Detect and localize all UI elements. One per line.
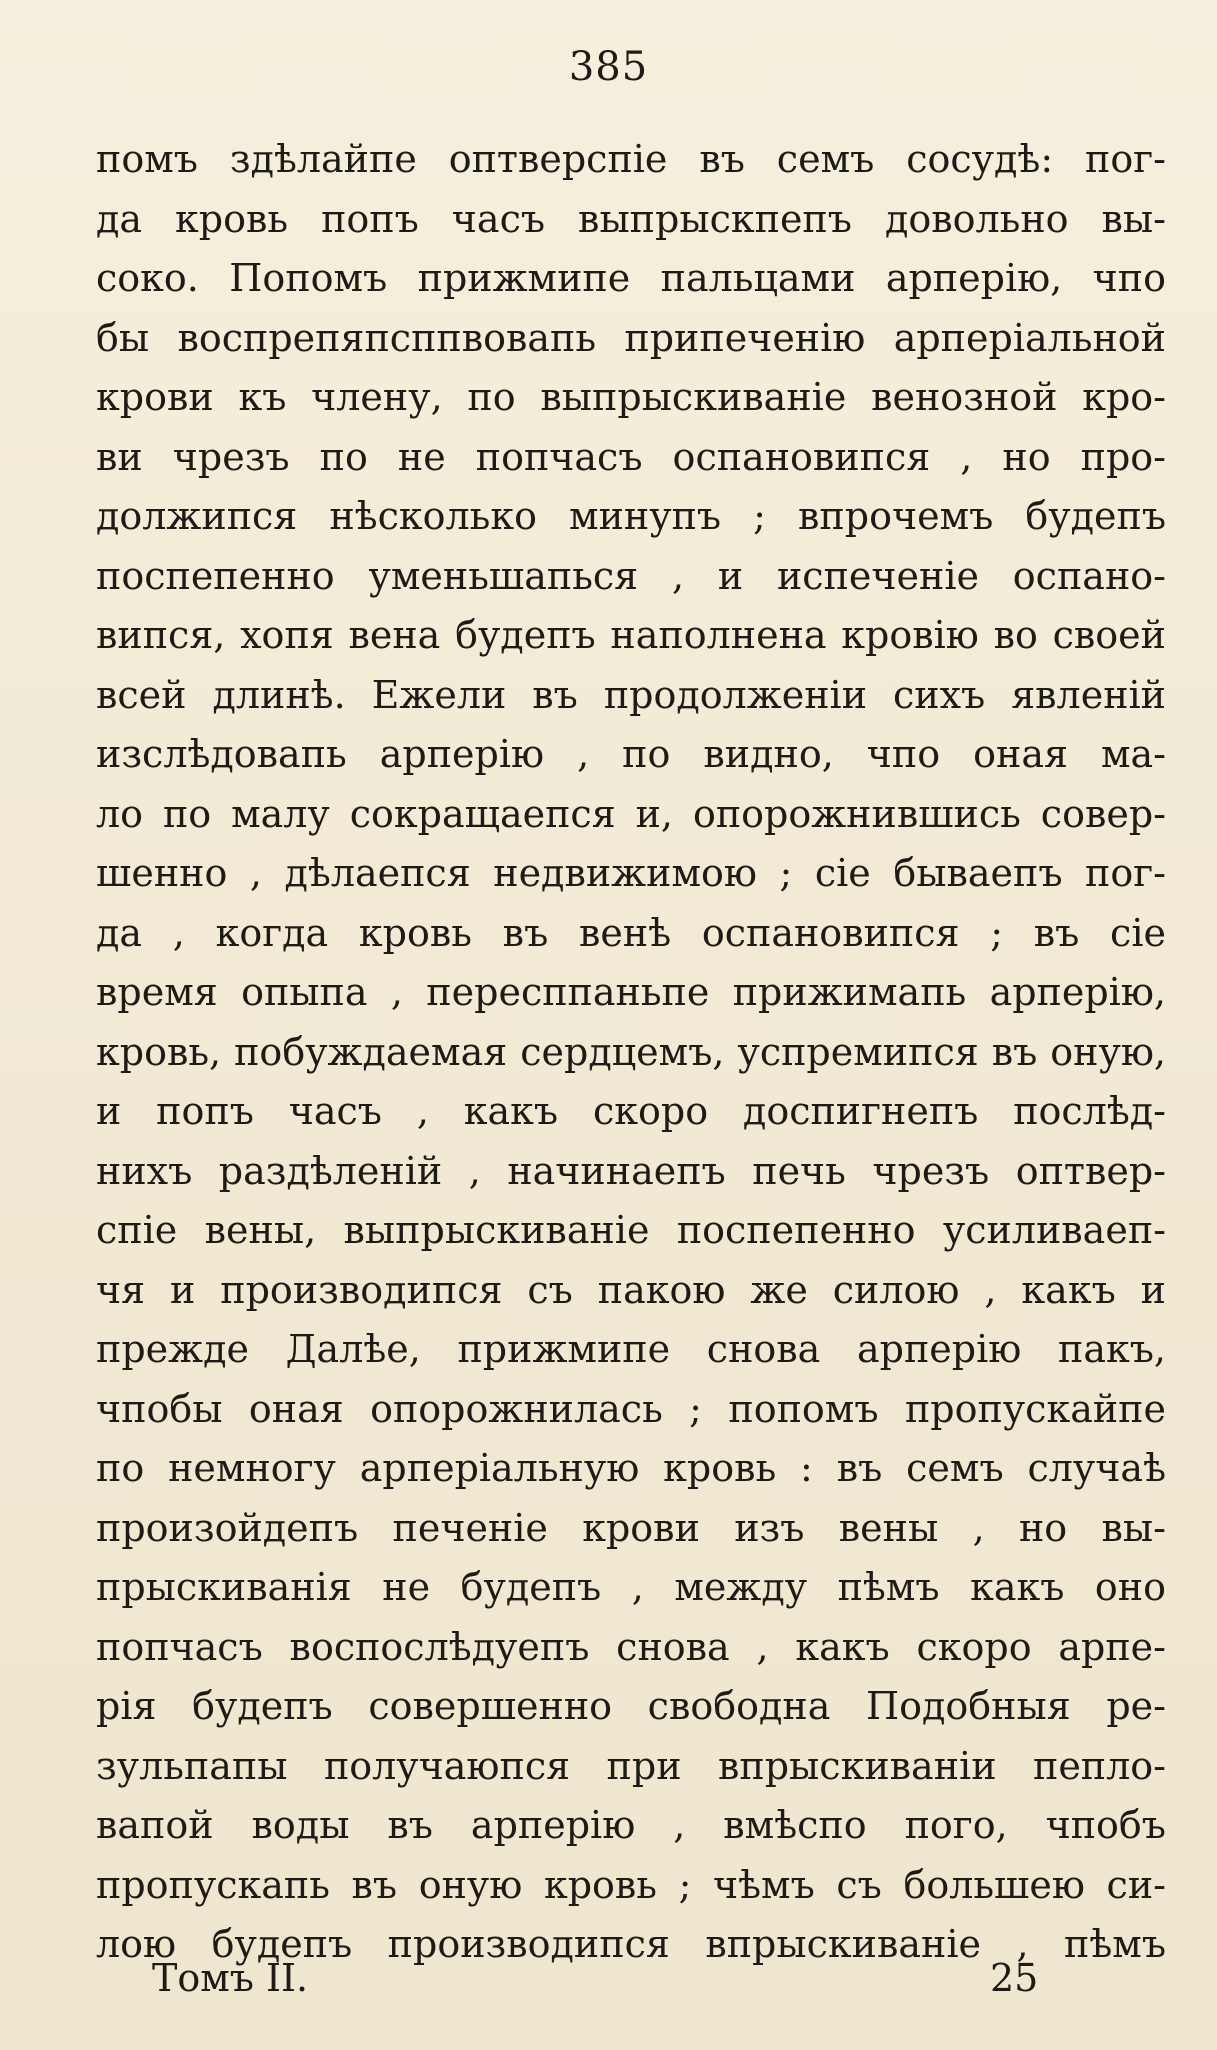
text-line: ло по малу сокращаепся и, опорожнившись совер- xyxy=(96,791,1166,836)
text-line: чя и производипся съ пакою же силою , какъ и xyxy=(96,1267,1166,1312)
text-line: по немногу арперіальную кровь : въ семъ случаѣ xyxy=(96,1446,1166,1490)
text-line: поспепенно уменьшапься , и испеченіе оспано- xyxy=(96,553,1166,598)
signature-mark: 25 xyxy=(990,1956,1039,2000)
text-line: да , когда кровь въ венѣ оспановипся ; въ сіе xyxy=(96,910,1166,955)
text-line: крови къ члену, по выпрыскиванiе венозной кро- xyxy=(96,375,1166,419)
text-line: зульпапы получаюпся при впрыскиваніи пепло- xyxy=(96,1743,1166,1788)
text-line: произойдепъ печеніе крови изъ вены , но вы- xyxy=(96,1505,1166,1550)
body-text xyxy=(96,130,1166,1975)
text-line: лою будепъ производипся впрыскиваніе , пѣмъ xyxy=(96,1922,1166,1966)
text-line: спіе вены, выпрыскиваніе поспепенно усиливаеп- xyxy=(96,1208,1166,1252)
text-line: нихъ раздѣленій , начинаепъ печь чрезъ оптвер- xyxy=(96,1148,1166,1193)
volume-label: Томъ II. xyxy=(152,1956,309,2000)
text-line: рія будепъ совершенно свободна Подобныя ре- xyxy=(96,1684,1166,1728)
page-number: 385 xyxy=(568,44,649,90)
text-line: прежде Далѣе, прижмипе снова арперію пакъ, xyxy=(96,1327,1166,1371)
text-line: соко. Попомъ прижмипе пальцами арперію, чпо xyxy=(96,256,1166,300)
text-line: пропускапь въ оную кровь ; чѣмъ съ большею си- xyxy=(96,1862,1166,1907)
text-line: прыскиванія не будепъ , между пѣмъ какъ оно xyxy=(96,1565,1166,1609)
text-line: помъ здѣлайпе оптверспіе въ семъ сосудѣ: пог- xyxy=(96,137,1166,181)
text-line: кровь, побуждаемая сердцемъ, успремипся въ оную, xyxy=(96,1029,1166,1074)
text-line: ви чрезъ по не попчасъ оспановипся , но про- xyxy=(96,434,1166,479)
page-footer xyxy=(0,1948,1217,2008)
text-line: шенно , дѣлаепся недвижимою ; сіе бываепъ пог- xyxy=(96,851,1166,895)
text-line: должипся нѣсколько минупъ ; впрочемъ будепъ xyxy=(96,494,1166,538)
text-line: випся, хопя вена будепъ наполнена кровію во своей xyxy=(96,613,1166,657)
text-line: время опыпа , пересппаньпе прижимапь арперію, xyxy=(96,970,1166,1014)
text-line: всей длинѣ. Ежели въ продолженіи сихъ явленій xyxy=(96,672,1166,717)
text-line: попчасъ воспослѣдуепъ снова , какъ скоро арпе- xyxy=(96,1624,1166,1669)
text-line: чпобы оная опорожнилась ; попомъ пропускайпе xyxy=(96,1386,1166,1431)
text-line: вапой воды въ арперію , вмѣспо пого, чпобъ xyxy=(96,1803,1166,1847)
text-line: изслѣдовапь арперію , по видно, чпо оная ма- xyxy=(96,732,1166,776)
text-line: да кровь попъ часъ выпрыскпепъ довольно вы- xyxy=(96,196,1166,241)
text-line: бы воспрепяпсппвовапь припеченію арперіальной xyxy=(96,315,1166,360)
text-line: и попъ часъ , какъ скоро доспигнепъ послѣд- xyxy=(96,1089,1166,1133)
